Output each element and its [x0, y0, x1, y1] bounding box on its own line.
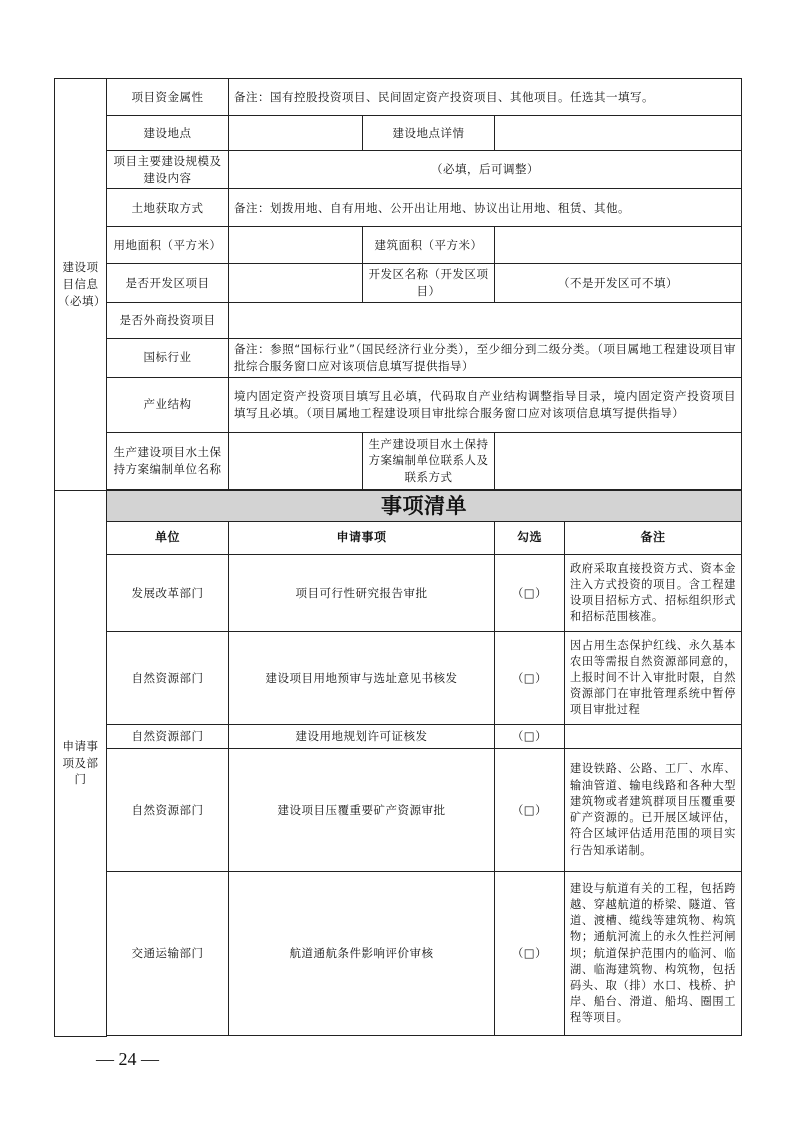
row-matter: 建设项目压覆重要矿产资源审批 [229, 749, 495, 872]
location-input[interactable] [229, 116, 363, 151]
row-checkbox[interactable]: （□） [495, 872, 565, 1036]
build-area-input[interactable] [495, 227, 742, 264]
industry-label: 国标行业 [107, 338, 229, 377]
items-title: 事项清单 [107, 490, 742, 521]
application-form-table [54, 78, 742, 1037]
row-remark: 政府采取直接投资方式、资本金注入方式投资的项目。含工程建设项目招标方式、招标组织形式和招标范围核准。 [565, 555, 742, 632]
fund-attr-label: 项目资金属性 [107, 79, 229, 116]
row-unit: 自然资源部门 [107, 725, 229, 749]
structure-label: 产业结构 [107, 377, 229, 432]
soil-unit-label: 生产建设项目水土保持方案编制单位名称 [107, 432, 229, 489]
dev-zone-input[interactable] [229, 264, 363, 302]
row-matter: 建设用地规划许可证核发 [229, 725, 495, 749]
land-area-label: 用地面积（平方米） [107, 227, 229, 264]
row-remark: 建设铁路、公路、工厂、水库、输油管道、输电线路和各种大型建筑物或者建筑群项目压覆重要矿产资源的。已开展区域评估，符合区域评估适用范围的项目实行告知承诺制。 [565, 749, 742, 872]
row-checkbox[interactable]: （□） [495, 632, 565, 725]
table-row [55, 872, 742, 1036]
row-unit: 自然资源部门 [107, 749, 229, 872]
col-header-remark: 备注 [565, 522, 742, 555]
soil-contact-label: 生产建设项目水土保持方案编制单位联系人及联系方式 [363, 432, 495, 489]
project-info-section-label: 建设项目信息（必填） [55, 79, 107, 491]
industry-note[interactable]: 备注：参照“国标行业”（国民经济行业分类），至少细分到二级分类。（项目属地工程建设项目审批综合服务窗口应对该项信息填写提供指导） [229, 338, 742, 377]
dev-zone-label: 是否开发区项目 [107, 264, 229, 302]
location-label: 建设地点 [107, 116, 229, 151]
page-number: — 24 — [96, 1049, 159, 1069]
col-header-unit: 单位 [107, 522, 229, 555]
scale-label: 项目主要建设规模及建设内容 [107, 151, 229, 189]
foreign-input[interactable] [229, 302, 742, 338]
row-remark: 建设与航道有关的工程，包括跨越、穿越航道的桥梁、隧道、管道、渡槽、缆线等建筑物、构筑物；通航河流上的永久性拦河闸坝；航道保护范围内的临河、临湖、临海建筑物、构筑物，包括码头、取（排）水口、栈桥、护岸、船台、滑道、船坞、圈围工程等项目。 [565, 872, 742, 1036]
structure-note[interactable]: 境内固定资产投资项目填写且必填，代码取自产业结构调整指导目录，境内固定资产投资项目填写且必填。（项目属地工程建设项目审批综合服务窗口应对该项信息填写提供指导） [229, 377, 742, 432]
land-area-input[interactable] [229, 227, 363, 264]
row-matter: 项目可行性研究报告审批 [229, 555, 495, 632]
table-row [55, 725, 742, 749]
table-row [55, 749, 742, 872]
items-section-label: 申请事项及部门 [55, 490, 107, 1036]
row-matter: 建设项目用地预审与选址意见书核发 [229, 632, 495, 725]
foreign-label: 是否外商投资项目 [107, 302, 229, 338]
row-remark [565, 725, 742, 749]
land-method-note[interactable]: 备注：划拨用地、自有用地、公开出让用地、协议出让用地、租赁、其他。 [229, 189, 742, 227]
build-area-label: 建筑面积（平方米） [363, 227, 495, 264]
row-checkbox[interactable]: （□） [495, 725, 565, 749]
scale-note[interactable]: （必填，后可调整） [229, 151, 742, 189]
dev-zone-name-label: 开发区名称（开发区项目） [363, 264, 495, 302]
row-remark: 因占用生态保护红线、永久基本农田等需报自然资源部同意的，上报时间不计入审批时限，自然资源部门在审批管理系统中暂停项目审批过程 [565, 632, 742, 725]
row-checkbox[interactable]: （□） [495, 749, 565, 872]
row-unit: 交通运输部门 [107, 872, 229, 1036]
table-row [55, 632, 742, 725]
table-row [55, 555, 742, 632]
row-unit: 自然资源部门 [107, 632, 229, 725]
soil-contact-input[interactable] [495, 432, 742, 489]
col-header-matter: 申请事项 [229, 522, 495, 555]
dev-zone-name-note[interactable]: （不是开发区可不填） [495, 264, 742, 302]
land-method-label: 土地获取方式 [107, 189, 229, 227]
location-detail-input[interactable] [495, 116, 742, 151]
soil-unit-input[interactable] [229, 432, 363, 489]
row-checkbox[interactable]: （□） [495, 555, 565, 632]
row-matter: 航道通航条件影响评价审核 [229, 872, 495, 1036]
col-header-check: 勾选 [495, 522, 565, 555]
fund-attr-note[interactable]: 备注：国有控股投资项目、民间固定资产投资项目、其他项目。任选其一填写。 [229, 79, 742, 116]
row-unit: 发展改革部门 [107, 555, 229, 632]
location-detail-label: 建设地点详情 [363, 116, 495, 151]
